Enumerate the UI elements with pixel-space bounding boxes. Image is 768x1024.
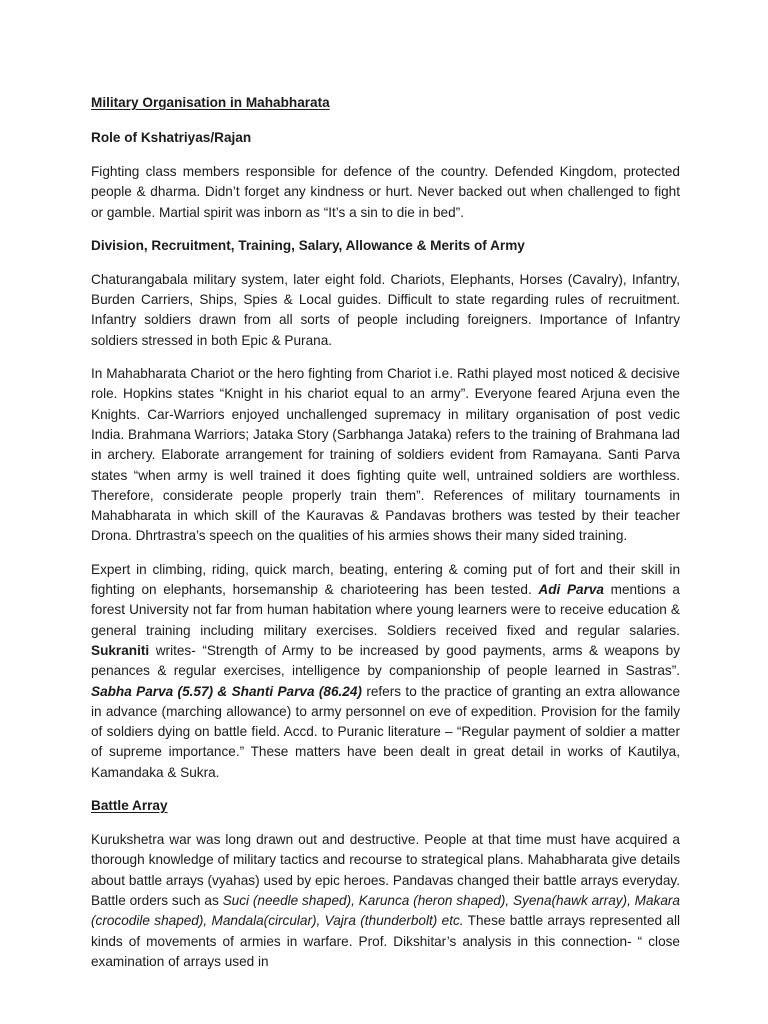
paragraph-text: These battle arrays represented all kinds of movements of armies in warfare. Prof. Dikshitar’s analysis in this connection- “ close examination of arrays used in [91,913,681,969]
emphasis-sabha-shanti-parva: Sabha Parva (5.57) & Shanti Parva (86.24) [91,683,362,699]
paragraph-text: Expert in climbing, riding, quick march, beating, entering & coming put of fort and their skill in fighting on elephants, horsemanship & charioteering has been tested. [91,561,680,598]
paragraph-chariot-warriors: In Mahabharata Chariot or the hero fighting from Chariot i.e. Rathi played most noticed & decisive role. Hopkins states “Knight in his chariot equal to an army”. Everyone feared Arjuna even the Knights. Car-Warriors enjoyed unchallenged supremacy in military organisation of post vedic India. Brahmana Warriors; Jataka Story (Sarbhanga Jataka) refers to the training of Brahmana lad in archery. Elaborate arrangement for training of soldiers evident from Ramayana. Santi Parva states “when army is well trained it does fighting quite well, untrained soldiers are worthless. Therefore, considerate people properly train them”. References of military tournaments in Mahabharata in which skill of the Kauravas & Pandavas brothers was tested by their teacher Drona. Dhrtrastra’s speech on the qualities of his armies shows their many sided training. [91,366,680,544]
paragraph-text: refers to the practice of granting an extra allowance in advance (marching allowance) to army personnel on eve of expedition. Provision for the family of soldiers dying on battle field. Accd. to Puranic literature – “Regular payment of soldier a matter of supreme importance.” These matters have been dealt in great detail in works of Kautilya, Kamandaka & Sukra. [91,683,680,780]
emphasis-array-names: Suci (needle shaped), Karunca (heron shaped), Syena(hawk array), Makara (crocodile shaped), Mandala(circular), Vajra (thunderbolt) etc. [91,892,680,929]
section-heading-division-recruitment: Division, Recruitment, Training, Salary, Allowance & Merits of Army [91,237,525,253]
paragraph-training-salaries [91,560,680,783]
emphasis-sukraniti: Sukraniti [91,642,150,658]
section-heading-role-of-kshatriyas: Role of Kshatriyas/Rajan [91,130,252,145]
paragraph-text: mentions a forest University not far from human habitation where young learners were to receive education & general training including military exercises. Soldiers received fixed and regular salaries. [91,582,680,638]
paragraph-text: writes- “Strength of Army to be increased by good payments, arms & weapons by penances & regular exercises, intelligence by companionship of people learned in Sastras”. [91,642,680,679]
section-heading-battle-array: Battle Array [91,798,168,814]
paragraph-chaturangabala: Chaturangabala military system, later eight fold. Chariots, Elephants, Horses (Cavalry), Infantry, Burden Carriers, Ships, Spies & Local guides. Difficult to state regarding rules of recruitment. Infantry soldiers drawn from all sorts of people including foreigners. Importance of Infantry soldiers stressed in both Epic & Purana. [91,271,680,348]
emphasis-adi-parva: Adi Parva [538,582,604,598]
paragraph-battle-array [91,830,680,972]
document-title: Military Organisation in Mahabharata [91,95,330,110]
paragraph-role-of-kshatriyas: Fighting class members responsible for defence of the country. Defended Kingdom, protected people & dharma. Didn’t forget any kindness or hurt. Never backed out when challenged to fight or gamble. Martial spirit was inborn as “It’s a sin to die in bed”. [91,164,680,220]
paragraph-text: Kurukshetra war was long drawn out and destructive. People at that time must have acquired a thorough knowledge of military tactics and recourse to strategical plans. Mahabharata give details about battle arrays (vyahas) used by epic heroes. Pandavas changed their battle arrays everyday. Battle orders such as [91,832,680,908]
